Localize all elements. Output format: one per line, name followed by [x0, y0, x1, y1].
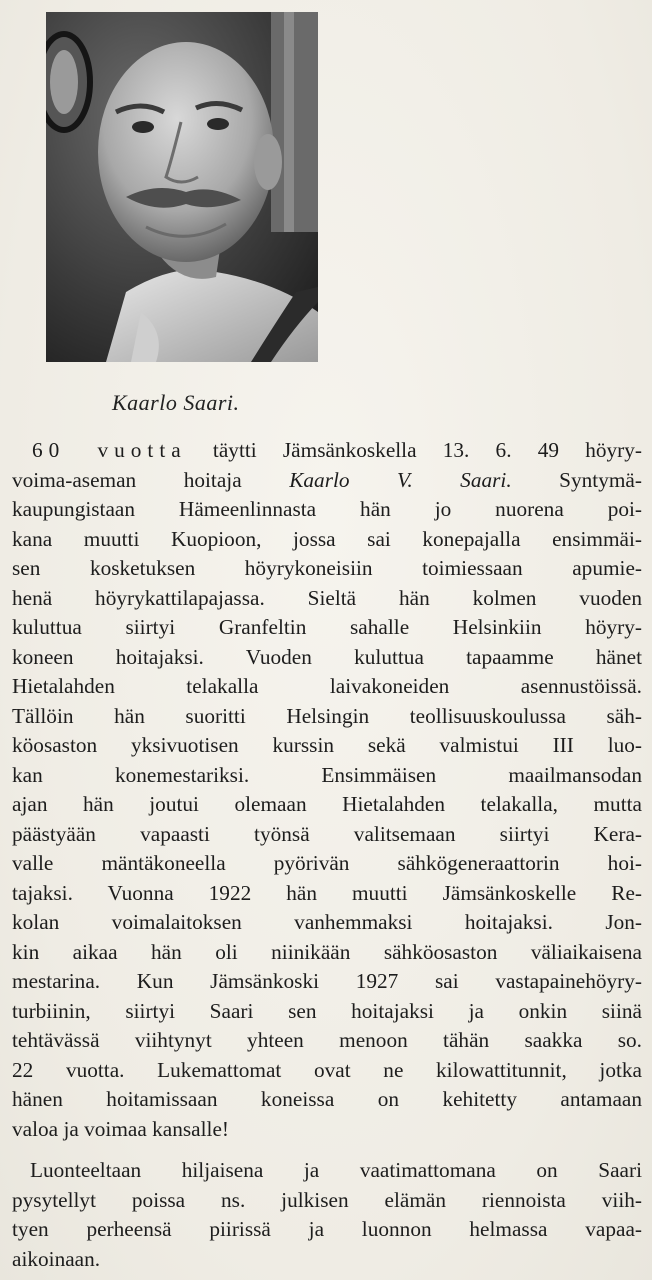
- text-run: kolan voimalaitoksen vanhemmaksi hoitajaksi. Jon-: [12, 910, 642, 934]
- text-run: kuluttua siirtyi Granfeltin sahalle Helsinkiin höyry-: [12, 615, 642, 639]
- text-run: Tällöin hän suoritti Helsingin teollisuuskoulussa säh-: [12, 703, 642, 728]
- text-line: [12, 1156, 642, 1186]
- text-run: valoa ja voimaa kansalle!: [12, 1116, 230, 1141]
- portrait-image: [46, 12, 318, 362]
- text-run: aikoinaan.: [12, 1246, 101, 1271]
- text-run: Syntymä-: [511, 467, 642, 492]
- portrait-photo: [46, 12, 318, 362]
- text-line: [12, 967, 642, 997]
- text-run: 60 vuotta: [32, 438, 187, 462]
- text-line: [12, 554, 642, 584]
- text-line: [12, 879, 642, 909]
- text-line: [12, 584, 642, 614]
- text-line: [12, 1026, 642, 1056]
- photo-caption: Kaarlo Saari.: [112, 390, 240, 415]
- text-line: [12, 436, 642, 466]
- text-run: 22 vuotta. Lukemattomat ovat ne kilowattitunnit, jotka: [12, 1057, 642, 1082]
- text-line: [12, 761, 642, 791]
- article-body: [12, 436, 642, 1274]
- paragraph-2: [12, 1156, 642, 1274]
- text-line: [12, 820, 642, 850]
- text-line: [12, 938, 642, 968]
- text-run: kaupungistaan Hämeenlinnasta hän jo nuorena poi-: [12, 497, 642, 521]
- text-run: ajan hän joutui olemaan Hietalahden telakalla, mutta: [12, 792, 642, 816]
- text-run: tyen perheensä piirissä ja luonnon helmassa vapaa-: [12, 1217, 642, 1241]
- text-line: [12, 643, 642, 673]
- paragraph-1: [12, 436, 642, 1144]
- text-run: kan konemestariksi. Ensimmäisen maailmansodan: [12, 762, 642, 787]
- text-run: koneen hoitajaksi. Vuoden kuluttua tapaamme hänet: [12, 644, 642, 669]
- text-line: [12, 849, 642, 879]
- text-run: sen kosketuksen höyrykoneisiin toimiessaan apumie-: [12, 556, 642, 580]
- text-line: [12, 997, 642, 1027]
- text-line: [12, 908, 642, 938]
- text-run: tehtävässä viihtynyt yhteen menoon tähän saakka so.: [12, 1028, 642, 1052]
- text-line: [12, 1186, 642, 1216]
- text-run: pysytellyt poissa ns. julkisen elämän riennoista viih-: [12, 1187, 642, 1212]
- text-run: Luonteeltaan hiljaisena ja vaatimattomana on Saari: [30, 1158, 642, 1182]
- text-run: päästyään vapaasti työnsä valitsemaan siirtyi Kera-: [12, 821, 642, 846]
- text-line: [12, 672, 642, 702]
- text-line: [12, 1085, 642, 1115]
- text-line: [12, 613, 642, 643]
- text-run: turbiinin, siirtyi Saari sen hoitajaksi ja onkin siinä: [12, 998, 642, 1023]
- text-line: [12, 495, 642, 525]
- text-line: [12, 790, 642, 820]
- text-run: kana muutti Kuopioon, jossa sai konepajalla ensimmäi-: [12, 526, 642, 551]
- text-run: kin aikaa hän oli niinikään sähköosaston väliaikaisena: [12, 939, 642, 964]
- paragraph-gap: [12, 1144, 642, 1156]
- text-line: [12, 1215, 642, 1245]
- text-line: [12, 1056, 642, 1086]
- text-line: [12, 525, 642, 555]
- text-run: tajaksi. Vuonna 1922 hän muutti Jämsänkoskelle Re-: [12, 880, 642, 905]
- text-run: köosaston yksivuotisen kurssin sekä valmistui III luo-: [12, 733, 642, 757]
- text-run: henä höyrykattilapajassa. Sieltä hän kolmen vuoden: [12, 585, 642, 610]
- text-run: valle mäntäkoneella pyörivän sähkögeneraattorin hoi-: [12, 851, 642, 875]
- text-run: hänen hoitamissaan koneissa on kehitetty antamaan: [12, 1087, 642, 1111]
- text-line: [12, 466, 642, 496]
- text-line: [12, 731, 642, 761]
- text-run: voima-aseman hoitaja: [12, 467, 290, 492]
- name-emphasis: Kaarlo V. Saari.: [289, 467, 512, 492]
- text-line: [12, 1245, 642, 1275]
- text-line: [12, 702, 642, 732]
- text-run: mestarina. Kun Jämsänkoski 1927 sai vastapainehöyry-: [12, 969, 642, 993]
- text-line: [12, 1115, 642, 1145]
- text-run: täytti Jämsänkoskella 13. 6. 49 höyry-: [186, 438, 642, 462]
- text-run: Hietalahden telakalla laivakoneiden asennustöissä.: [12, 674, 642, 698]
